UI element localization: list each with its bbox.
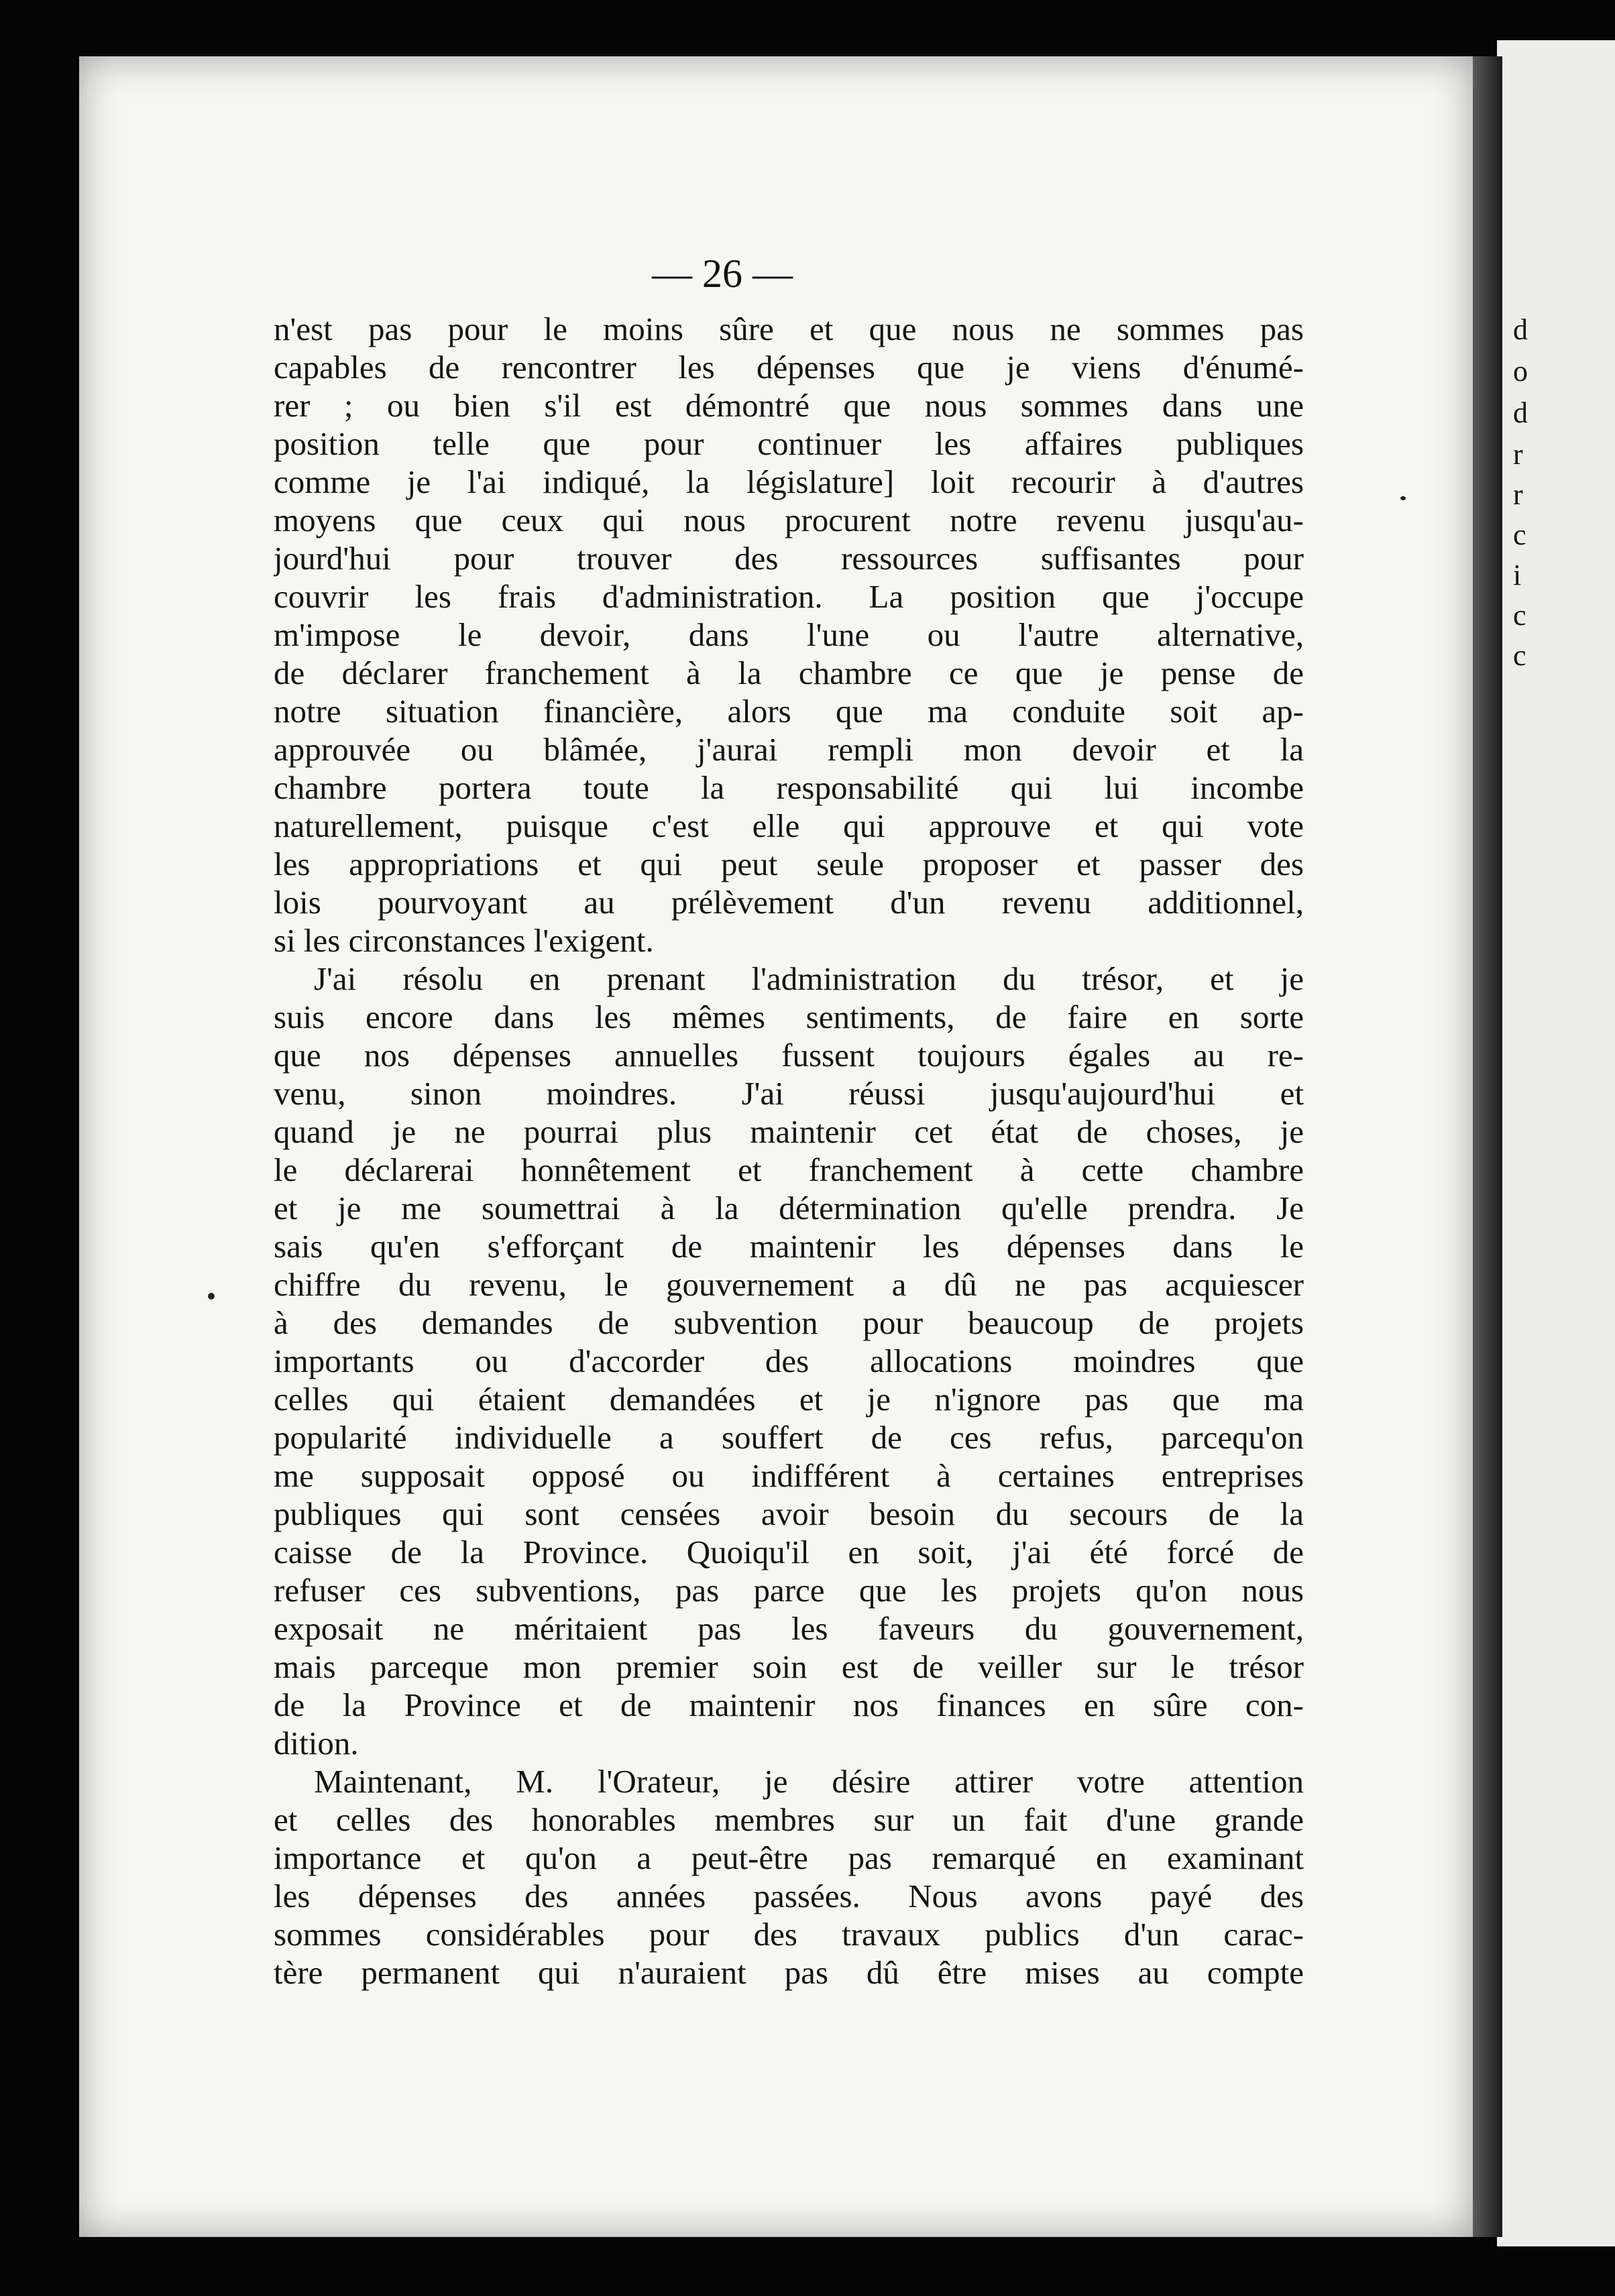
text-line: chambre portera toute la responsabilité qui lui incombe: [274, 769, 1304, 806]
text-line: m'impose le devoir, dans l'une ou l'autre alternative,: [274, 616, 1304, 653]
text-line: refuser ces subventions, pas parce que les projets qu'on nous: [274, 1572, 1304, 1609]
text-line: approuvée ou blâmée, j'aurai rempli mon devoir et la: [274, 731, 1304, 768]
text-line: les dépenses des années passées. Nous avons payé des: [274, 1878, 1304, 1914]
facing-page: [1497, 40, 1615, 2246]
facing-page-fragment: o: [1513, 355, 1528, 388]
text-line: couvrir les frais d'administration. La position que j'occupe: [274, 578, 1304, 615]
text-line: venu, sinon moindres. J'ai réussi jusqu'aujourd'hui et: [274, 1075, 1304, 1112]
text-line: popularité individuelle a souffert de ces refus, parcequ'on: [274, 1419, 1304, 1456]
paragraph-end-line: dition.: [274, 1725, 359, 1762]
text-line: et je me soumettrai à la détermination qu'elle prendra. Je: [274, 1190, 1304, 1226]
text-line: capables de rencontrer les dépenses que je viens d'énumé-: [274, 349, 1304, 386]
facing-page-fragment: i: [1513, 559, 1522, 591]
body-text: [274, 310, 1304, 1992]
text-line: suis encore dans les mêmes sentiments, de faire en sorte: [274, 998, 1304, 1035]
page-number: — 26 —: [652, 251, 793, 296]
text-line: celles qui étaient demandées et je n'ignore pas que ma: [274, 1381, 1304, 1418]
text-line: sommes considérables pour des travaux publics d'un carac-: [274, 1916, 1304, 1953]
text-line: importants ou d'accorder des allocations moindres que: [274, 1342, 1304, 1379]
text-line: rer ; ou bien s'il est démontré que nous sommes dans une: [274, 387, 1304, 424]
facing-page-fragment: d: [1513, 313, 1528, 346]
text-line: les appropriations et qui peut seule proposer et passer des: [274, 846, 1304, 882]
text-line: sais qu'en s'efforçant de maintenir les dépenses dans le: [274, 1228, 1304, 1265]
text-line: quand je ne pourrai plus maintenir cet état de choses, je: [274, 1113, 1304, 1150]
text-line: que nos dépenses annuelles fussent toujours égales au re-: [274, 1037, 1304, 1074]
facing-page-fragment: d: [1513, 396, 1528, 429]
text-line: position telle que pour continuer les affaires publiques: [274, 425, 1304, 462]
scan-speck: [208, 1293, 215, 1300]
text-line: à des demandes de subvention pour beaucoup de projets: [274, 1304, 1304, 1341]
text-line: le déclarerai honnêtement et franchement à cette chambre: [274, 1151, 1304, 1188]
facing-page-fragment: r: [1513, 478, 1523, 511]
text-line: naturellement, puisque c'est elle qui approuve et qui vote: [274, 807, 1304, 844]
facing-page-fragment: c: [1513, 599, 1526, 632]
scan-speck: [1400, 496, 1406, 500]
text-line: moyens que ceux qui nous procurent notre revenu jusqu'au-: [274, 502, 1304, 538]
text-line: importance et qu'on a peut-être pas remarqué en examinant: [274, 1839, 1304, 1876]
text-line: notre situation financière, alors que ma conduite soit ap-: [274, 693, 1304, 730]
text-line: de la Province et de maintenir nos finances en sûre con-: [274, 1686, 1304, 1723]
text-line: et celles des honorables membres sur un fait d'une grande: [274, 1801, 1304, 1838]
paragraph-start-line: J'ai résolu en prenant l'administration du trésor, et je: [314, 960, 1304, 997]
facing-page-fragment: c: [1513, 518, 1526, 551]
text-line: exposait ne méritaient pas les faveurs du gouvernement,: [274, 1610, 1304, 1647]
text-line: n'est pas pour le moins sûre et que nous ne sommes pas: [274, 310, 1304, 347]
facing-page-fragment: c: [1513, 639, 1526, 672]
paragraph-end-line: si les circonstances l'exigent.: [274, 922, 654, 959]
text-line: tère permanent qui n'auraient pas dû être mises au compte: [274, 1954, 1304, 1991]
text-line: comme je l'ai indiqué, la législature] loit recourir à d'autres: [274, 463, 1304, 500]
text-line: publiques qui sont censées avoir besoin du secours de la: [274, 1495, 1304, 1532]
facing-page-fragment: r: [1513, 438, 1523, 471]
text-line: lois pourvoyant au prélèvement d'un revenu additionnel,: [274, 884, 1304, 921]
text-line: caisse de la Province. Quoiqu'il en soit, j'ai été forcé de: [274, 1534, 1304, 1570]
text-line: me supposait opposé ou indifférent à certaines entreprises: [274, 1457, 1304, 1494]
paragraph-start-line: Maintenant, M. l'Orateur, je désire attirer votre attention: [314, 1763, 1304, 1800]
text-line: de déclarer franchement à la chambre ce que je pense de: [274, 654, 1304, 691]
text-line: mais parceque mon premier soin est de veiller sur le trésor: [274, 1648, 1304, 1685]
text-line: jourd'hui pour trouver des ressources suffisantes pour: [274, 540, 1304, 577]
text-line: chiffre du revenu, le gouvernement a dû ne pas acquiescer: [274, 1266, 1304, 1303]
